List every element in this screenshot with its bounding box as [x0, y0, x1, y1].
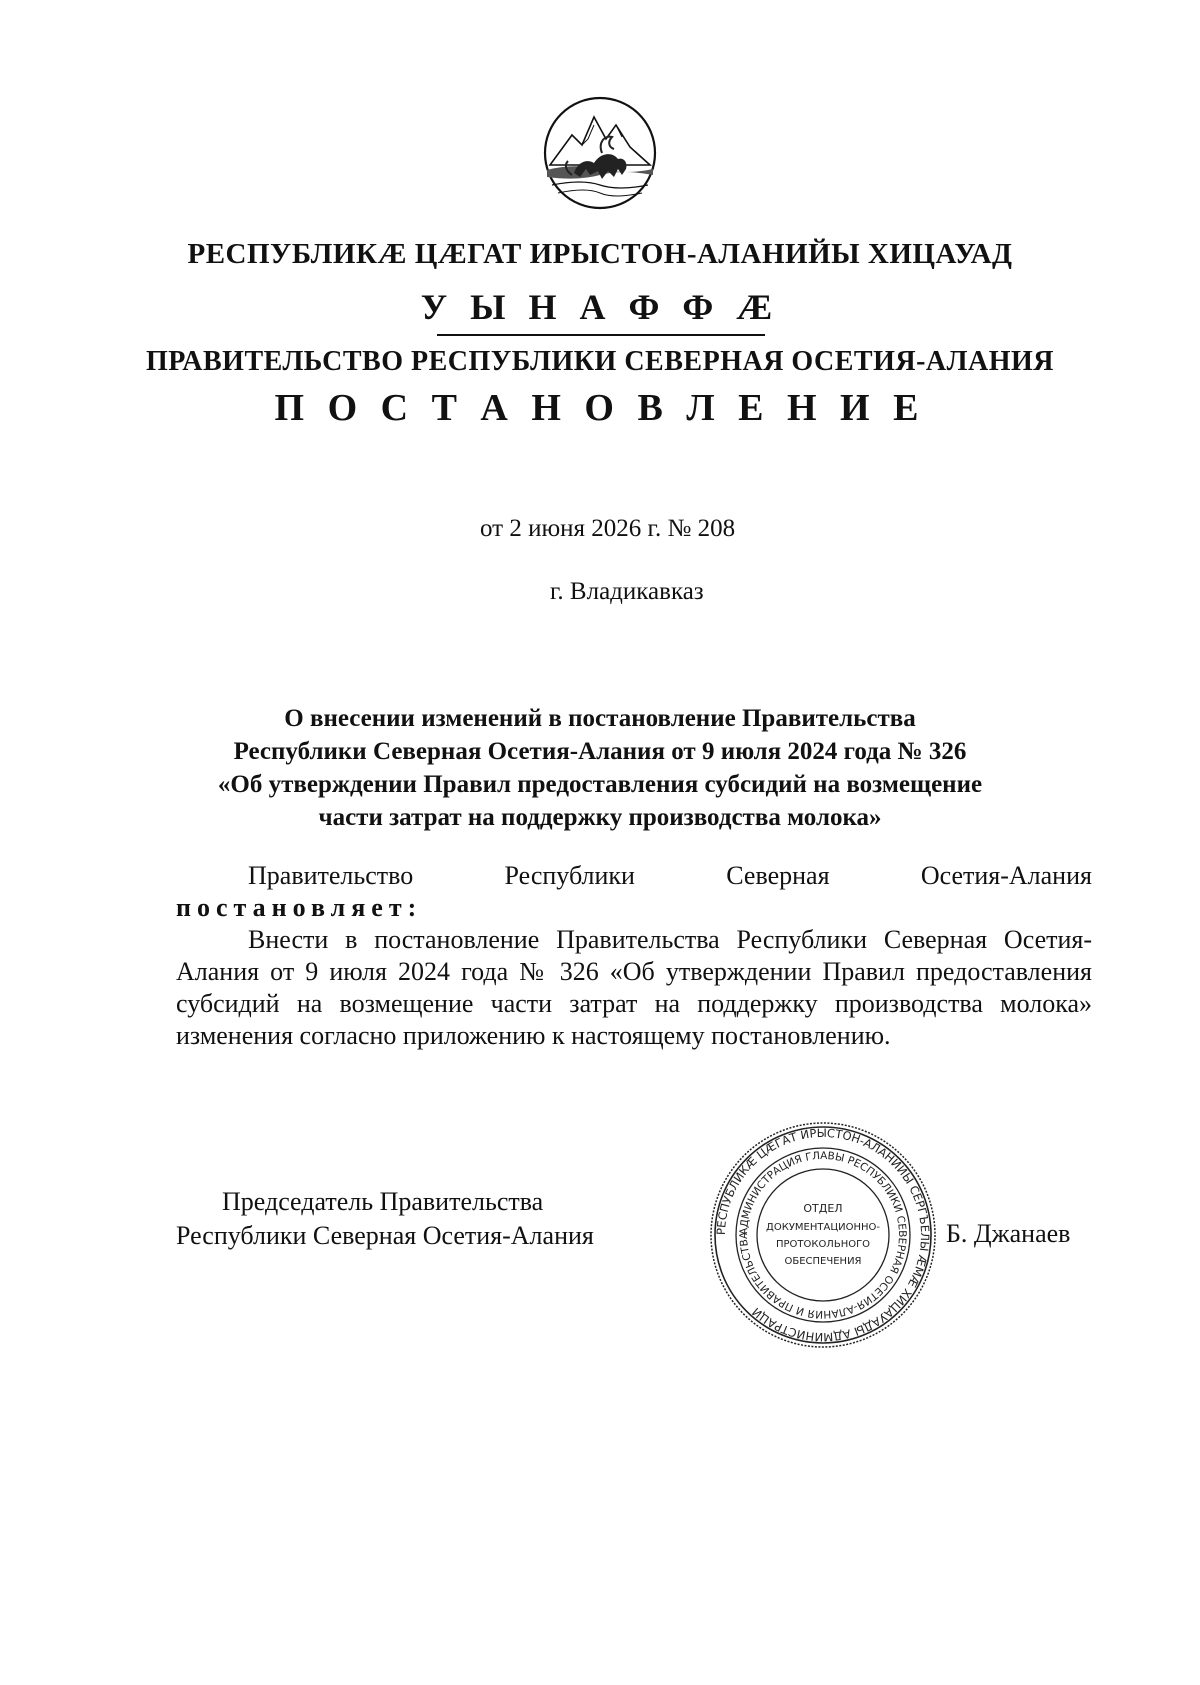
document-title — [150, 702, 1050, 834]
resolves-word: постановляет: — [176, 893, 423, 922]
russian-document-type: П О С Т А Н О В Л Е Н И Е — [274, 387, 926, 429]
signatory-position — [176, 1185, 594, 1253]
signatory-position-line: Председатель Правительства — [222, 1187, 544, 1216]
intro-word: Правительство — [248, 861, 414, 890]
document-city: г. Владикавказ — [550, 578, 704, 605]
coat-of-arms-emblem — [542, 95, 658, 211]
ossetian-document-type: У Ы Н А Ф Ф Ӕ — [420, 287, 780, 327]
title-line: «Об утверждении Правил предоставления субсидий на возмещение — [217, 771, 983, 798]
intro-line — [176, 860, 1092, 892]
resolution-paragraph: Внести в постановление Правительства Республики Северная Осетия-Алания от 9 июля 2024 года № 326 «Об утверждении Правил предоставления субсидий на возмещение части затрат на поддержку производства молока» изменения согласно приложению к настоящему постановлению. — [176, 925, 1092, 1050]
seal-inner-ring-text: АДМИНИСТРАЦИЯ ГЛАВЫ РЕСПУБЛИКИ СЕВЕРНАЯ ОСЕТИЯ-АЛАНИЯ И ПРАВИТЕЛЬСТВА — [737, 1149, 909, 1321]
header-underline — [437, 334, 765, 336]
official-seal-stamp — [708, 1120, 938, 1350]
seal-outer-ring-text: РЕСПУБЛИКӔ ЦӔГАТ ИРЫСТОН-АЛАНИЙЫ СЕРГЪЕЛЫ ӔМӔ ХИЦАУАДЫ АДМИНИСТРАЦИ — [713, 1125, 933, 1345]
signatory-name: Б. Джанаев — [946, 1219, 1071, 1248]
document-body — [176, 860, 1092, 1052]
intro-word: Республики — [504, 861, 635, 890]
seal-center-text: ОТДЕЛ — [803, 1202, 843, 1215]
signatory-position-line: Республики Северная Осетия-Алания — [176, 1221, 594, 1250]
title-line: Республики Северная Осетия-Алания от 9 июля 2024 года № 326 — [233, 738, 967, 765]
title-line: части затрат на поддержку производства молока» — [318, 804, 882, 831]
title-line: О внесении изменений в постановление Правительства — [284, 705, 916, 732]
seal-center-text: ПРОТОКОЛЬНОГО — [775, 1239, 871, 1250]
ossetian-government-name: РЕСПУБЛИКӔ ЦӔГАТ ИРЫСТОН-АЛАНИЙЫ ХИЦАУАД — [187, 238, 1013, 270]
intro-word: Осетия-Алания — [920, 861, 1092, 890]
document-date-number: от 2 июня 2026 г. № 208 — [480, 515, 736, 542]
seal-center-text: ОБЕСПЕЧЕНИЯ — [784, 1256, 862, 1267]
seal-center-text: ДОКУМЕНТАЦИОННО- — [766, 1222, 880, 1233]
intro-word: Северная — [726, 861, 830, 890]
russian-government-name: ПРАВИТЕЛЬСТВО РЕСПУБЛИКИ СЕВЕРНАЯ ОСЕТИЯ-АЛАНИЯ — [145, 346, 1055, 377]
